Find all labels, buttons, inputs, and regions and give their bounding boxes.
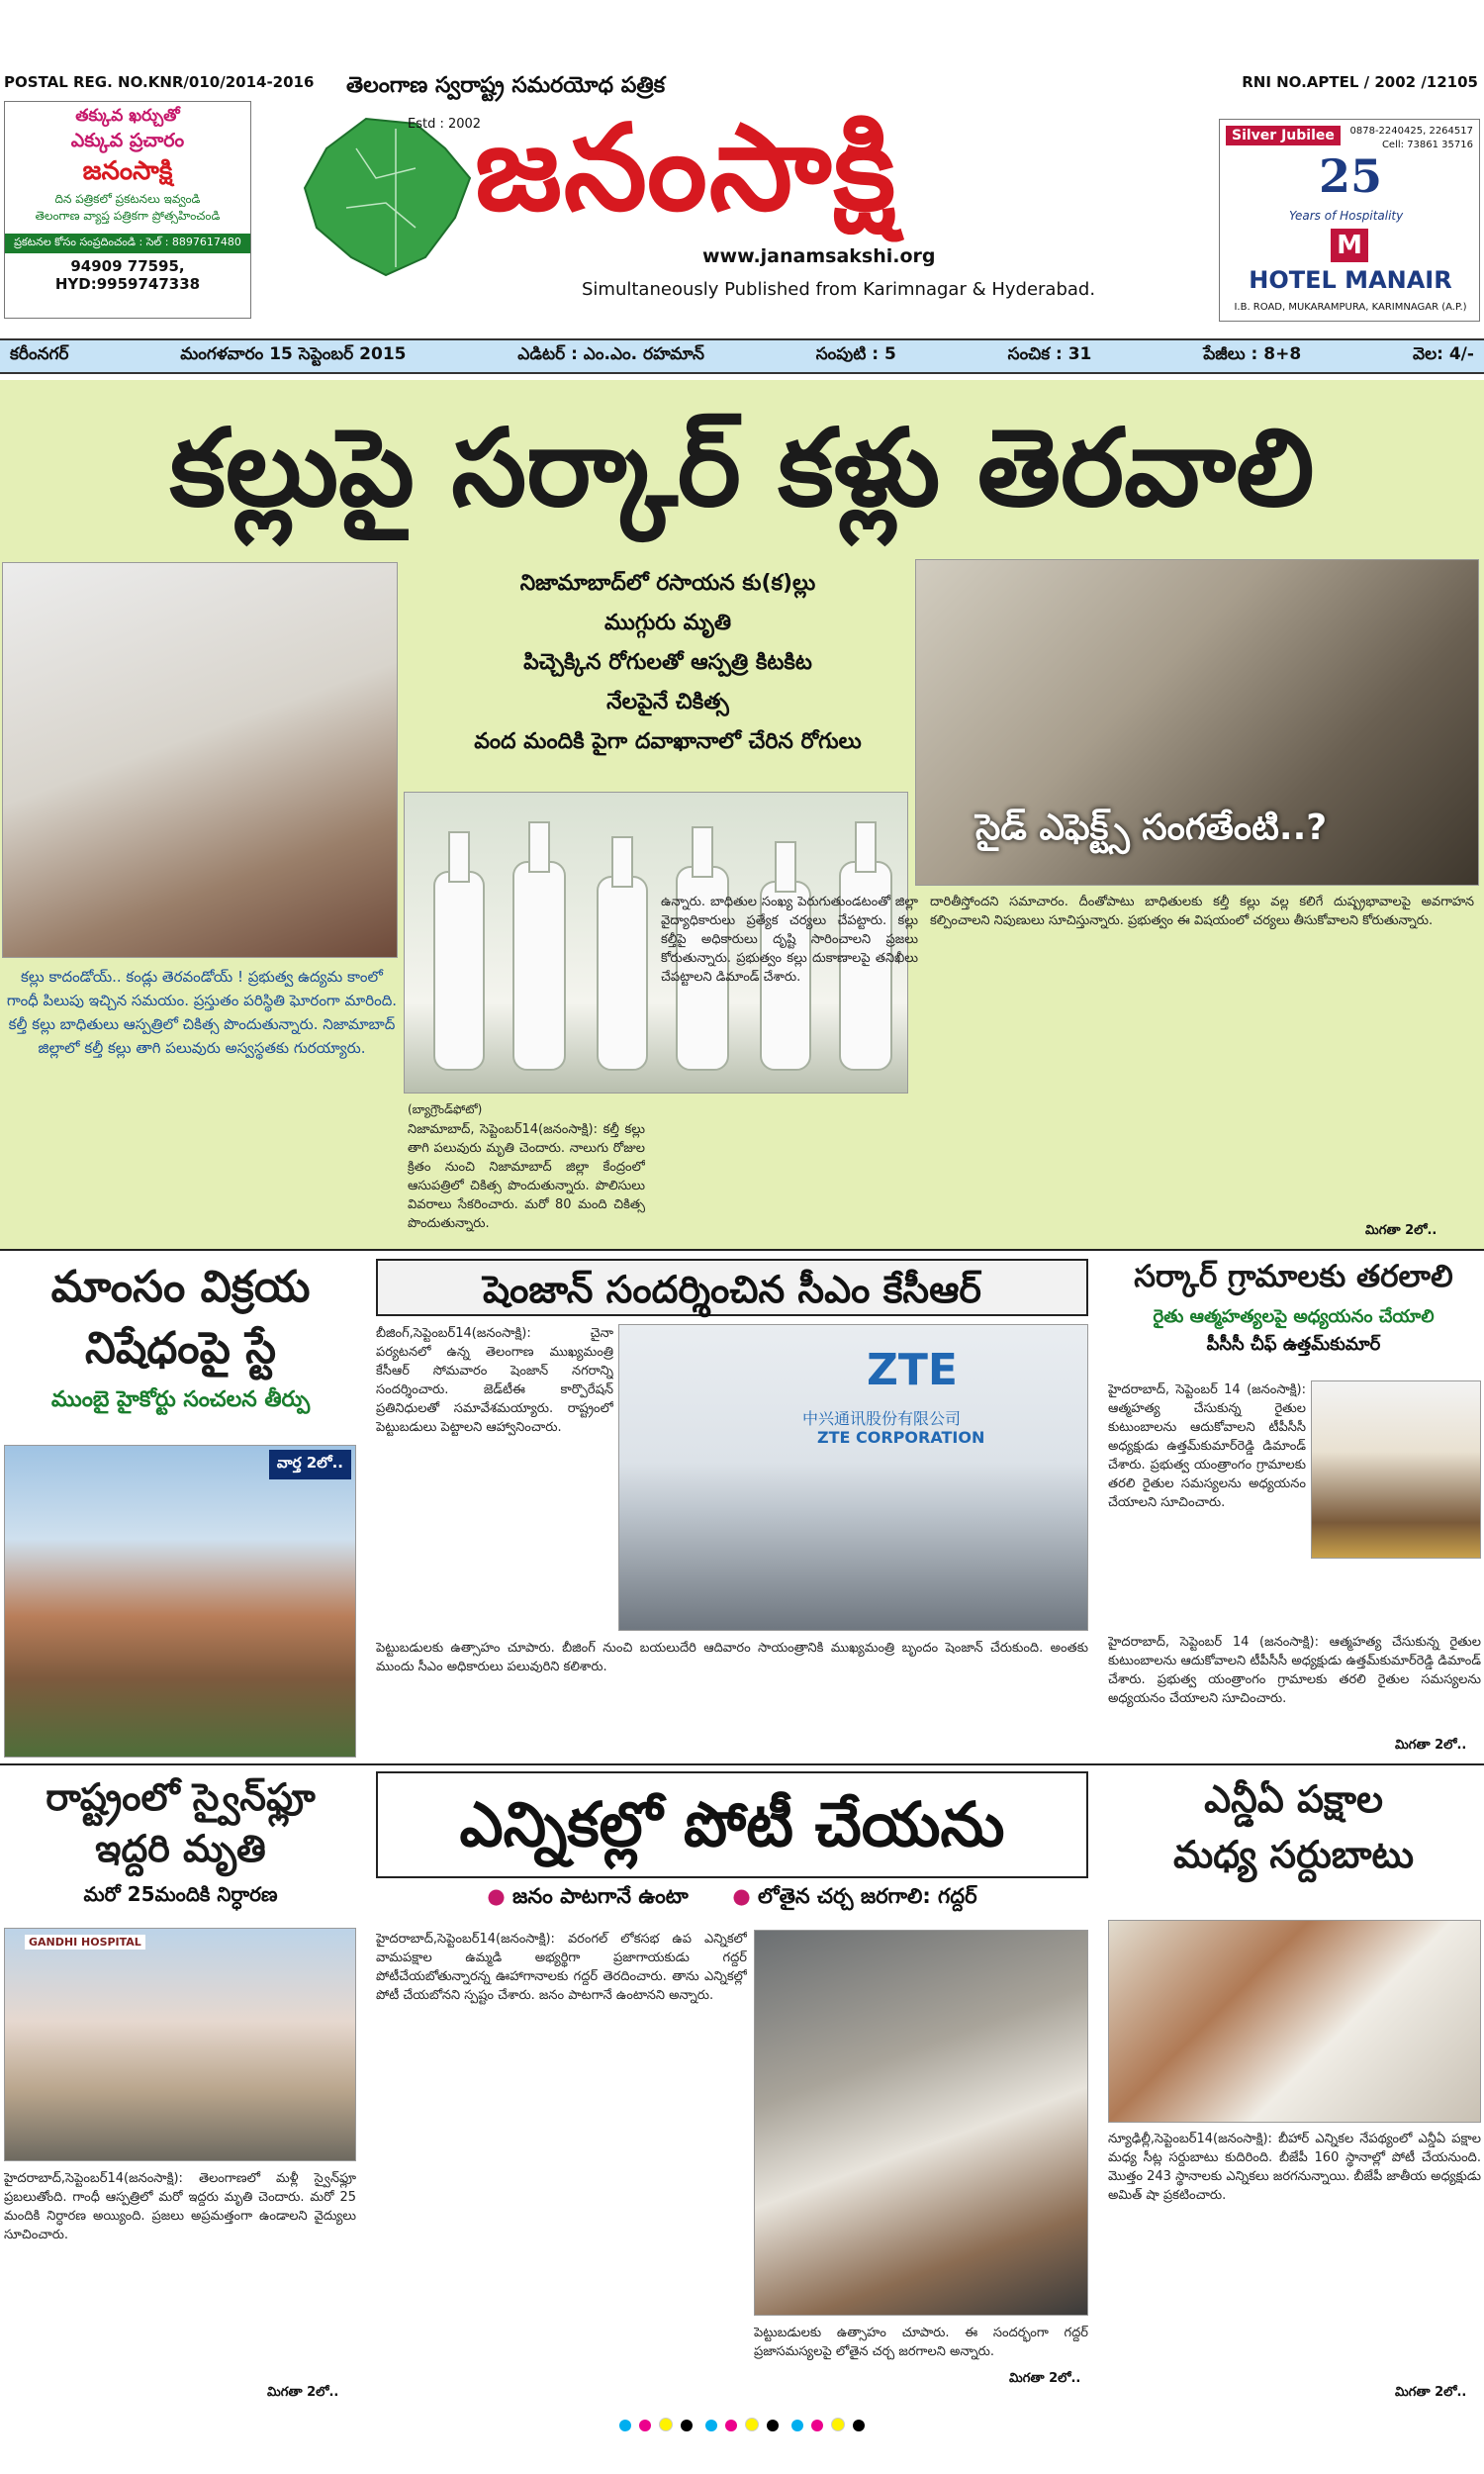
high-court-photo [4,1445,356,1758]
swine-continued: మిగతా 2లో.. [267,2385,339,2400]
lead-headline: కల్లుపై సర్కార్ కళ్లు తెరవాలి [169,406,1315,530]
lead-subhead: నిజామాబాద్‌లో రసాయన కు(క)ల్లు [519,571,816,596]
lead-subhead: ముగ్గురు మృతి [603,611,732,635]
print-registration-marks [435,2417,1049,2435]
nda-headline-line1: ఎన్డీఏ పక్షాల [1204,1777,1383,1821]
masthead-estd: Estd : 2002 [408,117,482,132]
gaddar-bullet1: జనం పాటగానే ఉంటా [512,1884,689,1908]
doctor-photo [2,562,398,958]
hospital-sign: GANDHI HOSPITAL [25,1935,145,1950]
meat-badge: వార్త 2లో.. [269,1450,351,1479]
gandhi-hospital-photo [4,1928,356,2161]
swine-headline [0,1771,361,1874]
gaddar-headline: ఎన్నికల్లో పోటీ చేయను [459,1788,1005,1860]
left-ad-line4: తెలంగాణ వ్యాప్త పత్రికగా ప్రోత్సహించండి [35,209,221,223]
nda-photo [1108,1920,1481,2123]
gaddar-bullet2: లోతైన చర్చ జరగాలి: గద్దర్ [757,1884,977,1908]
masthead-tagline: తెలంగాణ స్వరాష్ట్ర సమరయోధ పత్రిక [346,73,666,98]
villages-body2: హైదరాబాద్, సెప్టెంబర్ 14 (జనంసాక్షి): ఆత్మహత్య చేసుకున్న రైతుల కుటుంబాలను ఆదుకోవాలని టీపీసీసీ అధ్యక్షుడు ఉత్తమ్‌కుమార్‌రెడ్డి డిమాండ్ చేశారు. ప్రభుత్వ యంత్రాంగం గ్రామాలకు తరలి రైతుల సమస్యలను అధ్యయనం చేయాలని సూచించారు. [1108,1635,1481,1706]
right-ad [1219,119,1480,322]
meat-headline-line1: మాంసం విక్రయ [50,1262,311,1312]
left-ad [4,101,251,319]
swine-headline-line2: ఇద్దరి మృతి [95,1827,266,1870]
left-ad-brand: జనంసాక్షి [82,156,173,186]
info-date: మంగళవారం 15 సెప్టెంబర్ 2015 [180,344,407,364]
info-issue: సంచిక : 31 [1007,344,1092,364]
lead-subheads [411,564,925,762]
lead-body-col1: నిజామాబాద్, సెప్టెంబర్14(జనంసాక్షి): కల్తీ కల్లు తాగి పలువురు మృతి చెందారు. నాలుగు రోజుల క్రితం నుంచి నిజామాబాద్ జిల్లా కేంద్రంలో ఆసుపత్రిలో చికిత్స పొందుతున్నారు. పొలిసులు వివరాలు సేకరించారు. మరో 80 మంది చికిత్స పొందుతున్నారు. [408,1122,645,1231]
bullet-dot-icon: ● [732,1884,758,1908]
lead-dateline: (బ్యాగ్రౌండ్‌ఫోటో) [408,1102,483,1116]
info-volume: సంపుటి : 5 [815,344,896,364]
lead-body-col3: దారితీస్తోందని సమాచారం. దీంతోపాటు బాధితులకు కల్తీ కల్లు వల్ల కలిగే దుష్ప్రభావాలపై అవగాహన కల్పించాలని నిపుణులు సూచిస్తున్నారు. ప్రభుత్వం ఈ విషయంలో చర్యలు తీసుకోవాలని కోరుతున్నారు. [930,895,1474,928]
zte-photo [618,1324,1088,1631]
hotel-logo-icon: M [1331,229,1368,262]
lead-left-caption: కల్లు కాదండోయ్.. కండ్లు తెరవండోయ్ ! ప్రభుత్వ ఉద్యమ కాంలో గాంధీ పిలుపు ఇచ్చిన సమయం. ప్రస్తుతం పరిస్థితి ఘోరంగా మారింది. కల్తీ కల్లు బాధితులు ఆస్పత్రిలో చికిత్స పొందుతున్నారు. నిజామాబాద్ జిల్లాలో కల్తీ కల్లు తాగి పలువురు అస్వస్థతకు గురయ్యారు. [6,968,398,1057]
info-city: కరీంనగర్ [10,344,69,364]
zte-cn: 中兴通讯股份有限公司 [802,1409,962,1428]
right-ad-hotel: HOTEL MANAIR [1249,266,1452,294]
left-ad-line3: దిన పత్రికలో ప్రకటనలు ఇవ్వండి [54,192,201,206]
lead-continued: మిగతా 2లో.. [1365,1223,1438,1238]
villages-headline: సర్కార్ గ్రామాలకు తరలాలి [1134,1259,1453,1294]
meat-headline-line2: నిషేధంపై స్టే [84,1323,277,1374]
gaddar-continued: మిగతా 2లో.. [1009,2371,1081,2386]
cm-body-col1: బీజింగ్,సెప్టెంబర్14(జనంసాక్షి): చైనా పర్యటనలో ఉన్న తెలంగాణ ముఖ్యమంత్రి కేసీఆర్ సోమవారం షెంజాన్ నగరాన్ని సందర్శించారు. జెడ్‌టీఈ కార్పొరేషన్ ప్రతినిధులతో సమావేశమయ్యారు. రాష్ట్రంలో పెట్టుబడులు పెట్టాలని ఆహ్వానించారు. [376,1326,613,1435]
bullet-dot-icon: ● [487,1884,513,1908]
masthead-published: Simultaneously Published from Karimnagar & Hyderabad. [582,279,1096,300]
info-price: వెల: 4/- [1412,344,1474,364]
right-ad-phone: 0878-2240425, 2264517 [1349,126,1473,137]
masthead-title: జనంసాక్షి [475,98,898,238]
left-ad-line5: ప్రకటనల కోసం సంప్రదించండి : సెల్ : 8897617480 [5,234,250,253]
swine-body: హైదరాబాద్,సెప్టెంబర్14(జనంసాక్షి): తెలంగాణలో మళ్లీ స్వైన్‌ఫ్లూ ప్రబలుతోంది. గాంధీ ఆస్పత్రిలో మరో ఇద్దరు మృతి చెందారు. మరో 25 మందికి నిర్ధారణ అయ్యింది. ప్రజలు అప్రమత్తంగా ఉండాలని వైద్యులు సూచించారు. [4,2171,356,2242]
nda-body: న్యూఢిల్లీ,సెప్టెంబర్14(జనంసాక్షి): బీహార్ ఎన్నికల నేపథ్యంలో ఎన్డీఏ పక్షాల మధ్య సీట్ల సర్దుబాటు కుదిరింది. బీజేపీ 160 స్థానాల్లో పోటీ చేయనుంది. మొత్తం 243 స్థానాలకు ఎన్నికలు జరగనున్నాయి. బీజేపీ జాతీయ అధ్యక్షుడు అమిత్ షా ప్రకటించారు. [1108,2132,1481,2203]
cm-body-col2: పెట్టుబడులకు ఉత్సాహం చూపారు. బీజింగ్ నుంచి బయలుదేరి ఆదివారం సాయంత్రానికి ముఖ్యమంత్రి బృందం షెంజాన్ చేరుకుంది. అంతకు ముందు సీఎం అధికారులు పలువురిని కలిశారు. [376,1641,1088,1674]
left-ad-line1: తక్కువ ఖర్చుతో [75,106,180,126]
left-ad-line2: ఎక్కువ ప్రచారం [70,130,185,151]
right-ad-address: I.B. ROAD, MUKARAMPURA, KARIMNAGAR (A.P.) [1234,302,1467,313]
lead-subhead: వంద మందికి పైగా దవాఖానాలో చేరిన రోగులు [474,729,862,754]
info-pages: పేజీలు : 8+8 [1203,344,1302,364]
gaddar-body: హైదరాబాద్,సెప్టెంబర్14(జనంసాక్షి): వరంగల్ లోకసభ ఉప ఎన్నికలో వామపక్షాల ఉమ్మడి అభ్యర్థిగా ప్రజాగాయకుడు గద్దర్ పోటీచేయబోతున్నారన్న ఊహాగానాలకు గద్దర్ తెరదించారు. తాను ఎన్నికల్లో పోటీ చేయబోనని స్పష్టం చేశారు. జనం పాటగానే ఉంటానని అన్నారు. [376,1932,747,2003]
nda-headline-line2: మధ్య సర్దుబాటు [1173,1833,1414,1876]
gaddar-photo [754,1930,1088,2316]
left-ad-line6: 94909 77595, HYD:9959747338 [54,257,201,293]
lead-body-col2: ఉన్నారు. బాధితుల సంఖ్య పెరుగుతుండటంతో జిల్లా వైద్యాధికారులు ప్రత్యేక చర్యలు చేపట్టారు. కల్లు కల్తీపై అధికారులు దృష్టి సారించాలని ప్రజలు కోరుతున్నారు. ప్రభుత్వం కల్లు దుకాణాలపై తనిఖీలు చేపట్టాలని డిమాండ్ చేశారు. [661,895,918,985]
villages-subhead2: పీసీసీ చీఫ్ ఉత్తమ్‌కుమార్ [1206,1334,1381,1355]
nda-headline [1103,1771,1484,1882]
uttam-photo [1311,1380,1481,1559]
lead-subhead: పిచ్చెక్కిన రోగులతో ఆస్పత్రి కిటకిట [523,650,812,675]
right-ad-years: 25 [1319,149,1383,203]
right-ad-badge: Silver Jubilee [1226,126,1341,145]
gaddar-body2: పెట్టుబడులకు ఉత్సాహం చూపారు. ఈ సందర్భంగా గద్దర్ ప్రజాసమస్యలపై లోతైన చర్చ జరగాలని అన్నారు. [754,2326,1088,2359]
swine-subhead: మరో 25మందికి నిర్ధారణ [83,1882,278,1906]
right-ad-cell: Cell: 73861 35716 [1381,140,1473,150]
villages-body: హైదరాబాద్, సెప్టెంబర్ 14 (జనంసాక్షి): ఆత్మహత్య చేసుకున్న రైతుల కుటుంబాలను ఆదుకోవాలని టీపీసీసీ అధ్యక్షుడు ఉత్తమ్‌కుమార్‌రెడ్డి డిమాండ్ చేశారు. ప్రభుత్వ యంత్రాంగం గ్రామాలకు తరలి రైతుల సమస్యలను అధ్యయనం చేయాలని సూచించారు. [1108,1382,1306,1510]
meat-subhead: ముంబై హైకోర్టు సంచలన తీర్పు [50,1387,311,1412]
cm-headline: షెంజాన్ సందర్శించిన సీఎం కేసీఆర్ [376,1259,1088,1316]
telangana-map-icon [297,109,480,282]
side-effects-caption: సైడ్ ఎఫెక్ట్స్ సంగతేంటి..? [975,808,1328,848]
info-editor: ఎడిటర్ : ఎం.ఎం. రహమాన్ [517,344,704,364]
meat-headline [0,1257,361,1380]
right-ad-years-text: Years of Hospitality [1289,209,1404,223]
swine-headline-line1: రాష్ట్రంలో స్వైన్‌ఫ్లూ [46,1775,316,1819]
drinking-photo [915,559,1479,886]
row2-divider [0,1763,1484,1765]
nda-continued: మిగతా 2లో.. [1395,2385,1467,2400]
villages-continued: మిగతా 2లో.. [1395,1738,1467,1753]
lead-subhead: నేలపైనే చికిత్స [606,690,729,714]
gaddar-bullets [376,1884,1088,1914]
masthead-url: www.janamsakshi.org [702,245,936,267]
postal-reg: POSTAL REG. NO.KNR/010/2014-2016 [4,73,315,91]
zte-en: ZTE CORPORATION [817,1428,985,1447]
rni-number: RNI NO.APTEL / 2002 /12105 [1242,73,1478,91]
villages-subhead: రైతు ఆత్మహత్యలపై అధ్యయనం చేయాలి [1153,1306,1435,1327]
zte-logo: ZTE [867,1345,958,1395]
info-bar [0,338,1484,374]
